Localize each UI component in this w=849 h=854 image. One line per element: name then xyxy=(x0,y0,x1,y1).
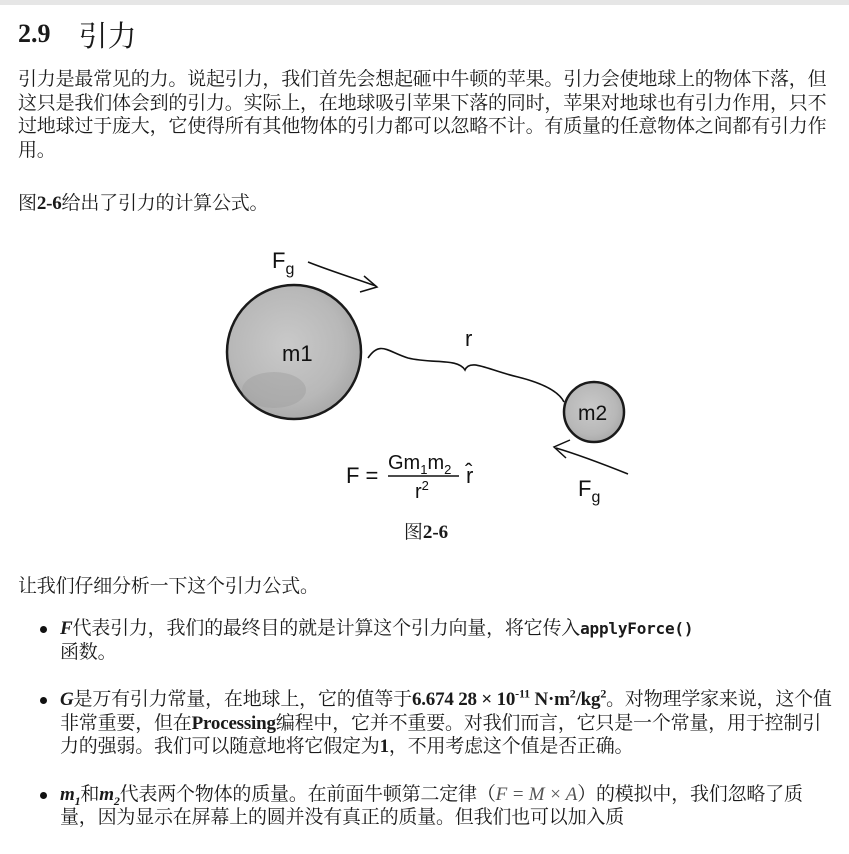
intro-paragraph: 引力是最常见的力。说起引力，我们首先会想起砸中牛顿的苹果。引力会使地球上的物体下落，但这只是我们体会到的引力。实际上，在地球吸引苹果下落的同时，苹果对地球也有引力作用，只不过地球过于庞大，它使得所有其他物体的引力都可以忽略不计。有质量的任意物体之间都有引力作用。 xyxy=(18,68,827,161)
mass-one-shadow xyxy=(242,372,306,408)
term-text: 代表两个物体的质量。在前面牛顿第二定律（ xyxy=(119,782,496,805)
bottom-force-arrow-head xyxy=(554,440,570,458)
term-conjunction: 和 xyxy=(80,782,100,805)
distance-label: r xyxy=(465,326,473,351)
term-variable: G xyxy=(60,689,74,710)
mass-one-label: m1 xyxy=(282,341,313,366)
term-text: 编程中，它并不重要。对我们而言，它只是一个常量，用于控制引力的强弱。我们可以随意地将它假定为 xyxy=(60,711,822,757)
bullet-dot xyxy=(40,697,47,704)
term-text: ，不用考虑这个值是否正确。 xyxy=(388,735,634,757)
analysis-intro: 让我们仔细分析一下这个引力公式。 xyxy=(18,575,319,597)
figure-ref-number: 2-6 xyxy=(36,193,62,214)
gravity-diagram xyxy=(18,240,834,510)
term-text: 代表引力，我们的最终目的就是计算这个引力向量，将它传入 xyxy=(72,617,581,639)
page xyxy=(18,12,834,828)
mass-two-var: $m_2$ xyxy=(99,783,120,808)
distance-brace xyxy=(368,348,564,402)
section-title: 引力 xyxy=(78,18,137,53)
bullet-dot xyxy=(40,626,47,633)
top-fg-label: $F_g$ xyxy=(272,248,295,278)
processing-word: Processing xyxy=(191,712,276,734)
mass-two-label: m2 xyxy=(578,402,608,425)
term-text: 。对物理学家来说，这个值非常重要，但在 xyxy=(60,688,832,734)
figure-caption xyxy=(18,517,834,544)
figure-reference-paragraph xyxy=(18,192,268,216)
list-item-masses xyxy=(18,783,834,830)
code-apply-force: applyForce() xyxy=(580,619,694,638)
formula-term-list xyxy=(18,617,834,854)
figure-ref-prefix: 图 xyxy=(18,192,37,214)
list-item-force xyxy=(18,617,834,664)
section-heading xyxy=(18,12,834,56)
top-rule xyxy=(0,0,849,5)
caption-prefix: 图 xyxy=(403,521,423,543)
figure-ref-suffix: 给出了引力的计算公式。 xyxy=(61,192,269,214)
term-variable: F xyxy=(60,618,73,639)
bullet-dot xyxy=(40,792,47,799)
bottom-force-arrow-line xyxy=(556,448,628,474)
mass-one-var: $m_1$ xyxy=(60,783,81,808)
formula-denominator: $r^2$ xyxy=(415,478,429,503)
constant-one: 1 xyxy=(379,736,389,757)
caption-number: 2-6 xyxy=(422,522,449,543)
formula-lhs: F = xyxy=(346,463,379,488)
section-number: 2.9 xyxy=(18,19,51,48)
term-text: ）的模拟中，我们忽略了质量，因为显示在屏幕上的圆并没有真正的质量。但我们也可以加入质 xyxy=(60,782,803,828)
top-force-arrow-line xyxy=(308,262,376,286)
newton-second-law-math: F = M × A xyxy=(495,783,578,805)
list-item-gravitational-constant xyxy=(18,688,834,759)
formula-unit-vector: r̂ xyxy=(466,463,474,488)
term-text: 是万有引力常量，在地球上，它的值等于 xyxy=(73,688,412,710)
gravity-figure xyxy=(18,240,834,510)
bottom-fg-label: $F_g$ xyxy=(578,476,601,506)
constant-value: 6.674 $28 \times 10^{-11}$ $N\cdot m^2/kg^2$ xyxy=(411,686,607,710)
term-text-tail: 函数。 xyxy=(60,640,117,663)
formula-numerator: $Gm_1m_2$ xyxy=(388,452,452,477)
